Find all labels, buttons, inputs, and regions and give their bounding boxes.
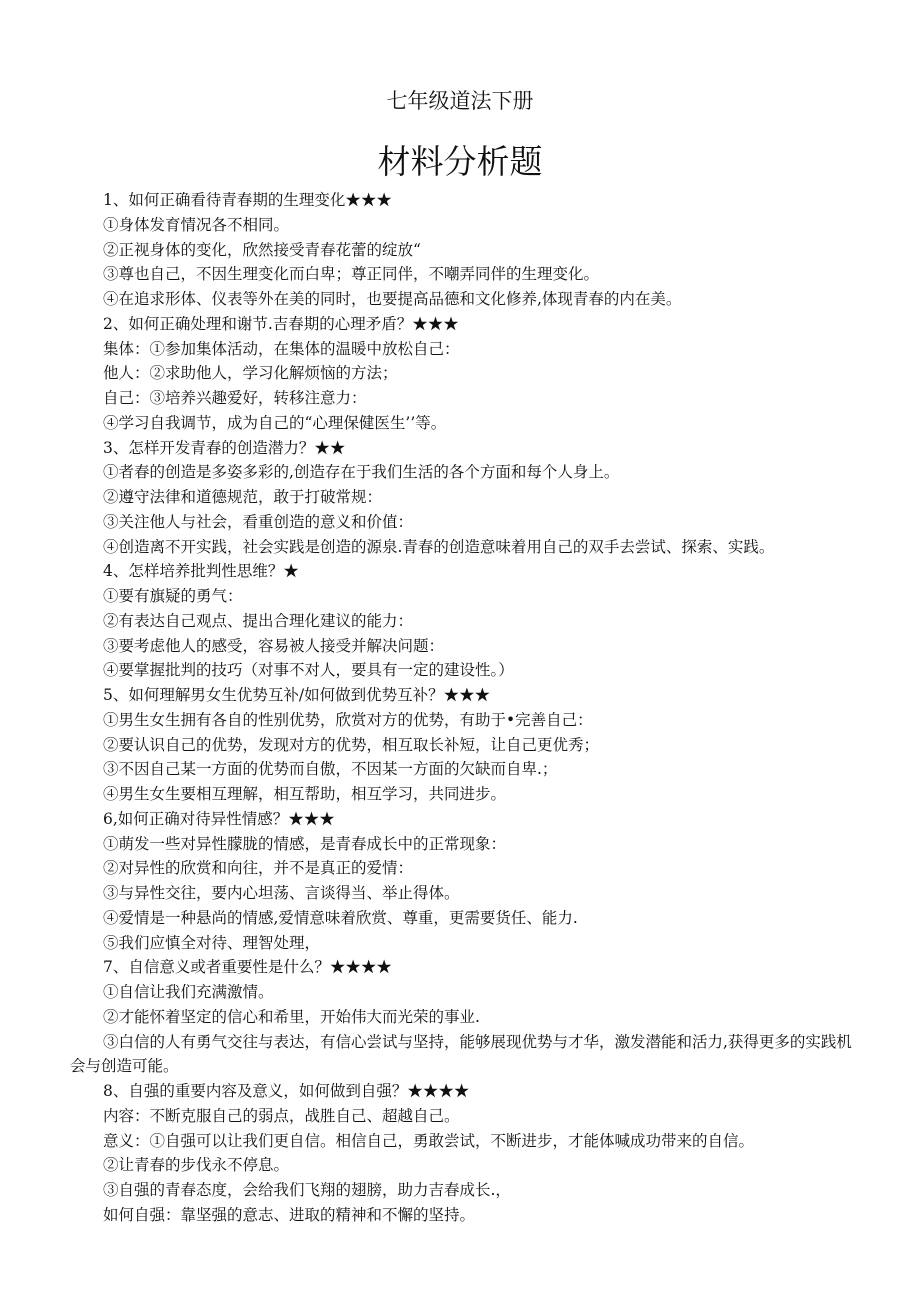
answer-line: ②对异性的欣赏和向往，并不是真正的爱情： [103, 859, 414, 878]
answer-line: ①自信让我们充满激情。 [103, 983, 274, 1001]
answer-line: ④男生女生要相互理解，相互帮助，相互学习，共同进步。 [103, 785, 507, 803]
answer-line: ①者春的创造是多姿多彩的,创造存在于我们生活的各个方面和每个人身上。 [103, 463, 620, 482]
answer-line: ④要掌握批判的技巧（对事不对人，要具有一定的建设性。） [103, 661, 514, 680]
question-heading: 1、如何正确看待青春期的生理变化★★★ [103, 191, 392, 209]
question-heading: 3、怎样开发青春的创造潜力？★★ [103, 438, 346, 457]
answer-line: 意义：①自强可以让我们更自信。相信自己，勇敢尝试，不断进步，才能体喊成功带来的自信。 [103, 1131, 755, 1150]
question-heading: 5、如何理解男女生优势互补/如何做到优势互补？★★★ [103, 686, 491, 704]
answer-line: ②正视身体的变化，欣然接受青春花蕾的绽放“ [103, 240, 421, 259]
question-heading: 4、怎样培养批判性思维？★ [103, 562, 299, 581]
question-heading: 8、自强的重要内容及意义，如何做到自强？★★★★ [103, 1082, 470, 1100]
answer-line: ③要考虑他人的感受，容易被人接受并解决问题： [103, 636, 445, 655]
answer-line: ⑤我们应慎全对待、理智处理， [103, 933, 321, 952]
answer-line: ②让青春的步伐永不停息。 [103, 1156, 290, 1175]
question-heading: 2、如何正确处理和谢节.吉春期的心理矛盾？★★★ [103, 314, 459, 333]
answer-line: ④在追求形体、仪表等外在美的同时，也要提高品德和文化修养,体现青春的内在美。 [103, 290, 682, 308]
answer-line: ③尊也自己，不因生理变化而白卑；尊正同伴，不嘲弄同伴的生理变化。 [103, 265, 600, 284]
answer-line: 集体：①参加集体活动，在集体的温暖中放松自己： [103, 339, 460, 358]
answer-line: ③不因自己某一方面的优势而自傲，不因某一方面的欠缺而自卑.； [103, 760, 558, 779]
answer-line: ④创造离不开实践，社会实践是创造的源泉.青春的创造意味着用自己的双手去尝试、探索、实践。 [103, 537, 775, 556]
answer-line: ②有表达自己观点、提出合理化建议的能力： [103, 611, 414, 630]
document-subtitle: 七年级道法下册 [386, 89, 534, 113]
answer-line: ②遵守法律和道德规范，敢于打破常规： [103, 488, 383, 506]
question-heading: 6,如何正确对待异性情感？★★★ [103, 809, 335, 828]
answer-line: 他人：②求助他人，学习化解烦恼的方法； [103, 364, 398, 383]
answer-line: ①要有旗疑的勇气： [103, 587, 243, 605]
answer-line: ②才能怀着坚定的信心和希里，开始伟大而光荣的事业. [103, 1007, 480, 1026]
answer-line: ①萌发一些对异性朦胧的情感，是青春成长中的正常现象： [103, 834, 507, 853]
answer-line: ①男生女生拥有各自的性别优势，欣赏对方的优势，有助于•完善自己： [103, 710, 593, 729]
answer-line: 内容：不断克服自己的弱点，战胜自己、超越自己。 [103, 1106, 460, 1125]
answer-line: ③自强的青春态度，会给我们飞翔的翅膀，助力吉春成长.， [103, 1181, 511, 1199]
answer-line: ②要认识自己的优势，发现对方的优势，相互取长补短，让自己更优秀； [103, 735, 600, 754]
answer-line: ④学习自我调节，成为自己的“心理保健医生’’等。 [103, 413, 447, 432]
answer-line: ③与异性交往，要内心坦荡、言谈得当、举止得体。 [103, 884, 460, 902]
answer-line: ④爱情是一种悬尚的情感,爱情意味着欣赏、尊重，更需要货任、能力. [103, 908, 578, 927]
answer-paragraph: ③白信的人有勇气交往与表达，有信心尝试与坚持，能够展现优势与才华，激发潜能和活力,获得更多的实践机会与创造可能。 [70, 1032, 852, 1076]
document-title: 材料分析题 [377, 142, 543, 181]
answer-line: ③关注他人与社会，看重创造的意义和价值： [103, 512, 414, 531]
question-heading: 7、自信意义或者重要性是什么？★★★★ [103, 958, 392, 977]
answer-line: 自己：③培养兴趣爱好，转移注意力： [103, 389, 367, 407]
answer-line: ①身体发育情况各不相同。 [103, 215, 290, 234]
document-body [70, 188, 860, 1228]
answer-line: 如何自强：靠坚强的意志、进取的精神和不懈的坚持。 [103, 1205, 476, 1224]
